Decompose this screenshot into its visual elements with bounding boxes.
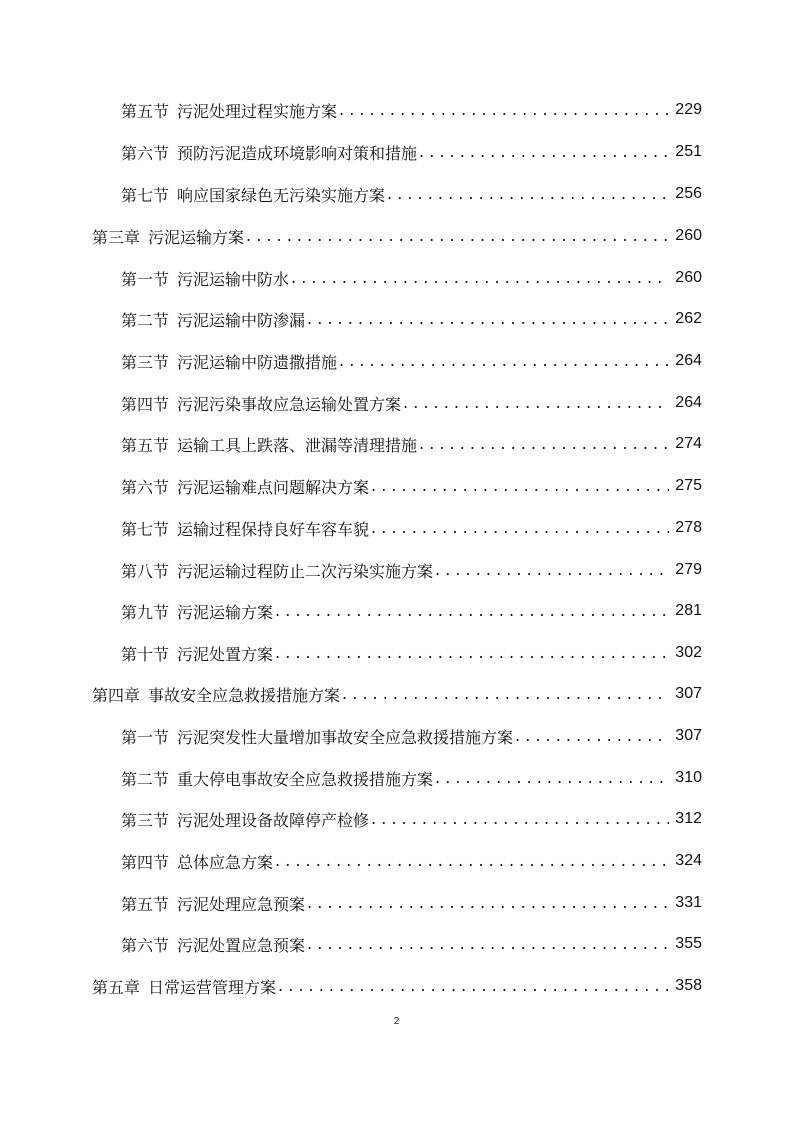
entry-page-number: 264 (675, 352, 702, 369)
entry-label: 第一节 (121, 727, 170, 747)
entry-title: 污泥处理过程实施方案 (177, 101, 338, 121)
entry-label: 第三章 (92, 227, 141, 247)
entry-label: 第二节 (121, 769, 170, 789)
dot-leader (275, 602, 669, 620)
toc-entry[interactable] (121, 514, 702, 542)
toc-entry[interactable] (121, 889, 702, 917)
entry-title: 污泥处理设备故障停产检修 (177, 810, 370, 830)
dot-leader (278, 977, 669, 995)
entry-title: 污泥运输过程防止二次污染实施方案 (177, 561, 434, 581)
entry-title: 运输工具上跌落、泄漏等清理措施 (177, 435, 418, 455)
entry-label: 第四章 (92, 685, 141, 705)
dot-leader (371, 810, 669, 828)
toc-chapter-entry[interactable] (92, 680, 702, 708)
entry-page-number: 229 (675, 101, 702, 118)
entry-page-number: 302 (675, 644, 702, 661)
dot-leader (403, 394, 669, 412)
entry-title: 污泥突发性大量增加事故安全应急救援措施方案 (177, 727, 514, 747)
entry-title: 污泥运输中防遗撒措施 (177, 352, 338, 372)
entry-title: 事故安全应急救援措施方案 (148, 685, 341, 705)
dot-leader (419, 435, 669, 453)
entry-label: 第四节 (121, 852, 170, 872)
entry-page-number: 262 (675, 310, 702, 327)
entry-page-number: 274 (675, 435, 702, 452)
entry-page-number: 275 (675, 477, 702, 494)
entry-page-number: 310 (675, 769, 702, 786)
entry-label: 第五章 (92, 977, 141, 997)
entry-label: 第七节 (121, 519, 170, 539)
entry-title: 污泥运输方案 (148, 227, 245, 247)
toc-entry[interactable] (121, 930, 702, 958)
toc-entry[interactable] (121, 722, 702, 750)
dot-leader (291, 269, 669, 287)
entry-label: 第五节 (121, 894, 170, 914)
entry-page-number: 307 (675, 727, 702, 744)
entry-page-number: 324 (675, 852, 702, 869)
dot-leader (342, 685, 669, 703)
toc-entry[interactable] (121, 264, 702, 292)
dot-leader (435, 769, 669, 787)
entry-label: 第七节 (121, 185, 170, 205)
entry-label: 第四节 (121, 394, 170, 414)
entry-page-number: 260 (675, 269, 702, 286)
entry-page-number: 278 (675, 519, 702, 536)
entry-title: 重大停电事故安全应急救援措施方案 (177, 769, 434, 789)
entry-title: 总体应急方案 (177, 852, 274, 872)
toc-entry[interactable] (121, 347, 702, 375)
entry-page-number: 260 (675, 227, 702, 244)
entry-page-number: 307 (675, 685, 702, 702)
dot-leader (246, 227, 669, 245)
toc-entry[interactable] (121, 556, 702, 584)
dot-leader (307, 894, 669, 912)
toc-entry[interactable] (121, 305, 702, 333)
dot-leader (371, 477, 669, 495)
entry-label: 第三节 (121, 810, 170, 830)
dot-leader (515, 727, 669, 745)
entry-label: 第二节 (121, 310, 170, 330)
toc-entry[interactable] (121, 847, 702, 875)
entry-title: 污泥处置应急预案 (177, 935, 306, 955)
entry-page-number: 312 (675, 810, 702, 827)
toc-entry[interactable] (121, 805, 702, 833)
dot-leader (275, 852, 669, 870)
dot-leader (371, 519, 669, 537)
toc-entry[interactable] (121, 96, 702, 124)
entry-title: 污泥处理应急预案 (177, 894, 306, 914)
toc-entry[interactable] (121, 639, 702, 667)
entry-title: 污泥运输中防水 (177, 269, 290, 289)
page-number-footer: 2 (393, 1016, 400, 1027)
dot-leader (435, 561, 669, 579)
entry-page-number: 281 (675, 602, 702, 619)
toc-entry[interactable] (121, 138, 702, 166)
entry-label: 第三节 (121, 352, 170, 372)
toc-chapter-entry[interactable] (92, 222, 702, 250)
entry-title: 运输过程保持良好车容车貌 (177, 519, 370, 539)
entry-title: 污泥运输方案 (177, 602, 274, 622)
entry-title: 污泥污染事故应急运输处置方案 (177, 394, 402, 414)
entry-title: 污泥运输中防渗漏 (177, 310, 306, 330)
entry-label: 第五节 (121, 435, 170, 455)
entry-label: 第六节 (121, 143, 170, 163)
dot-leader (307, 310, 669, 328)
toc-entry[interactable] (121, 389, 702, 417)
entry-title: 响应国家绿色无污染实施方案 (177, 185, 386, 205)
entry-label: 第十节 (121, 644, 170, 664)
entry-label: 第六节 (121, 477, 170, 497)
entry-title: 污泥处置方案 (177, 644, 274, 664)
toc-entry[interactable] (121, 472, 702, 500)
dot-leader (419, 143, 669, 161)
dot-leader (275, 644, 669, 662)
entry-page-number: 355 (675, 935, 702, 952)
entry-label: 第五节 (121, 101, 170, 121)
toc-entry[interactable] (121, 180, 702, 208)
toc-entry[interactable] (121, 597, 702, 625)
entry-label: 第九节 (121, 602, 170, 622)
toc-entry[interactable] (121, 430, 702, 458)
entry-page-number: 279 (675, 561, 702, 578)
entry-title: 预防污泥造成环境影响对策和措施 (177, 143, 418, 163)
entry-label: 第六节 (121, 935, 170, 955)
dot-leader (339, 352, 669, 370)
entry-label: 第一节 (121, 269, 170, 289)
dot-leader (387, 185, 669, 203)
entry-title: 日常运营管理方案 (148, 977, 277, 997)
entry-page-number: 358 (675, 977, 702, 994)
entry-page-number: 251 (675, 143, 702, 160)
dot-leader (339, 101, 669, 119)
entry-label: 第八节 (121, 561, 170, 581)
toc-entry[interactable] (121, 764, 702, 792)
entry-page-number: 256 (675, 185, 702, 202)
toc-chapter-entry[interactable] (92, 972, 702, 1000)
entry-page-number: 264 (675, 394, 702, 411)
entry-title: 污泥运输难点问题解决方案 (177, 477, 370, 497)
entry-page-number: 331 (675, 894, 702, 911)
dot-leader (307, 935, 669, 953)
